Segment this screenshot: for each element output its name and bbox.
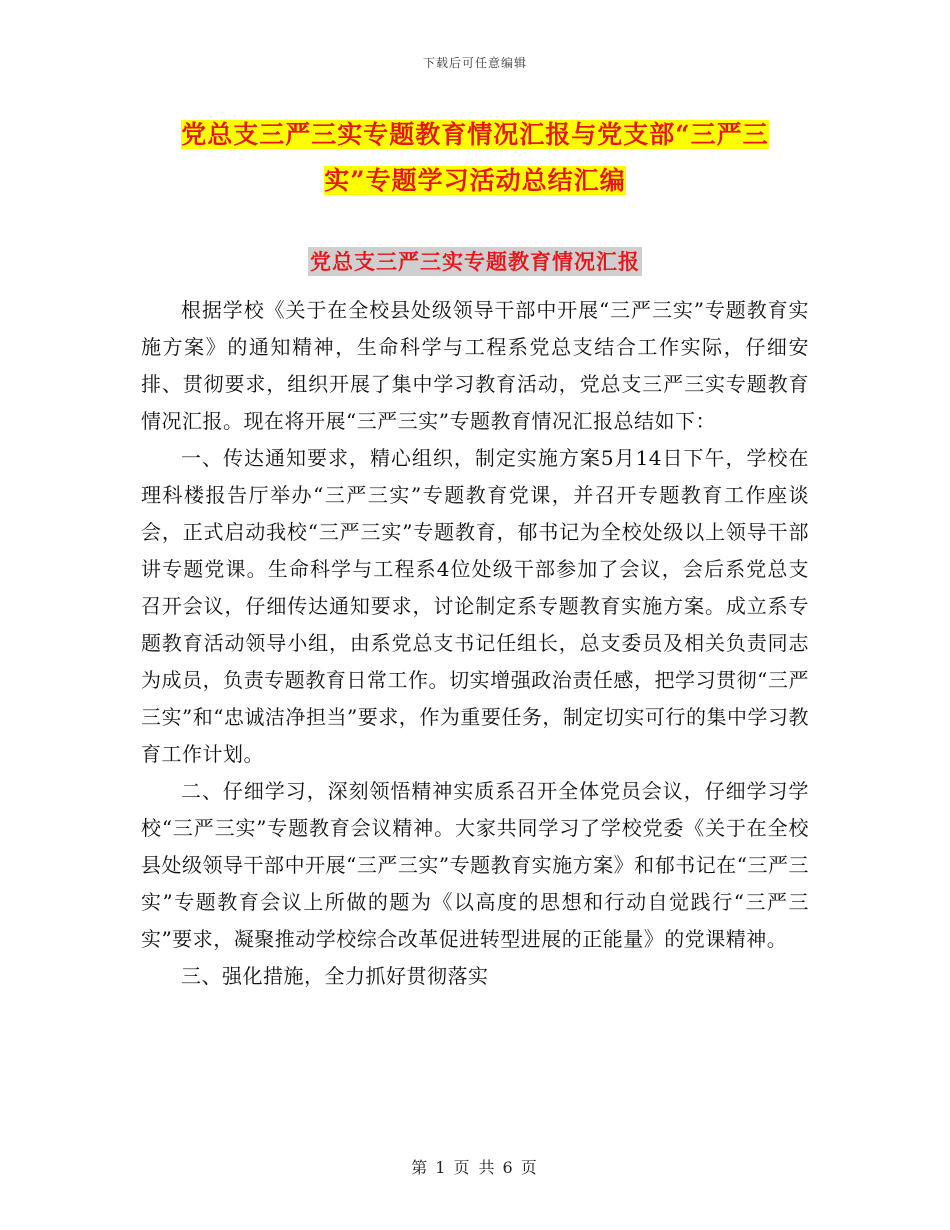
- footer-middle: 页 共: [453, 1158, 497, 1177]
- document-title-line-1: 党总支三严三实专题教育情况汇报与党支部“三严三: [181, 120, 769, 149]
- footer-suffix: 页: [520, 1158, 539, 1177]
- paragraph-section-3-heading: 三、强化措施，全力抓好贯彻落实: [181, 964, 489, 988]
- document-title: [140, 112, 810, 204]
- footer-prefix: 第: [411, 1158, 430, 1177]
- paragraph-section-1: 一、传达通知要求，精心组织，制定实施方案5月14日下午，学校在理科楼报告厅举办“三严三实”专题教育党课，并召开专题教育工作座谈会，正式启动我校“三严三实”专题教育，郁书记为全校处级以上领导干部讲专题党课。生命科学与工程系4位处级干部参加了会议，会后系党总支召开会议，仔细传达通知要求，讨论制定系专题教育实施方案。成立系专题教育活动领导小组，由系党总支书记任组长，总支委员及相关负责同志为成员，负责专题教育日常工作。切实增强政治责任感，把学习贯彻“三严三实”和“忠诚洁净担当”要求，作为重要任务，制定切实可行的集中学习教育工作计划。: [141, 446, 809, 766]
- paragraph-section-2: 二、仔细学习，深刻领悟精神实质系召开全体党员会议，仔细学习学校“三严三实”专题教育会议精神。大家共同学习了学校党委《关于在全校县处级领导干部中开展“三严三实”专题教育实施方案》和郁书记在“三严三实”专题教育会议上所做的题为《以高度的思想和行动自觉践行“三严三实”要求，凝聚推动学校综合改革促进转型进展的正能量》的党课精神。: [141, 779, 809, 951]
- body-text: [141, 292, 809, 995]
- section-title-text: 党总支三严三实专题教育情况汇报: [310, 249, 640, 274]
- section-title: [0, 246, 950, 276]
- footer-total-pages: 6: [502, 1158, 515, 1177]
- header-note: 下载后可任意编辑: [422, 56, 527, 70]
- page-footer: [0, 1155, 950, 1178]
- paragraph-intro: 根据学校《关于在全校县处级领导干部中开展“三严三实”专题教育实施方案》的通知精神，生命科学与工程系党总支结合工作实际，仔细安排、贯彻要求，组织开展了集中学习教育活动，党总支三严三实专题教育情况汇报。现在将开展“三严三实”专题教育情况汇报总结如下：: [141, 298, 809, 433]
- footer-current-page: 1: [435, 1158, 448, 1177]
- document-title-line-2: 实”专题学习活动总结汇编: [324, 166, 626, 195]
